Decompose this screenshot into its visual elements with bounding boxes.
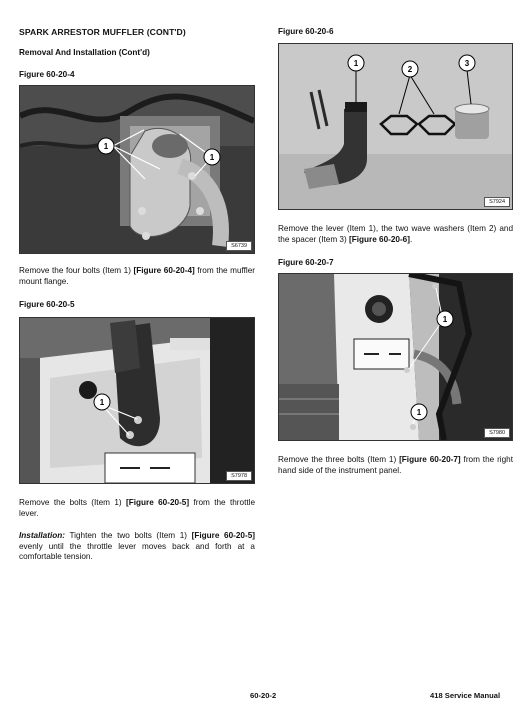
callout-number: 1 [416, 408, 422, 417]
figure-60-20-4-photo [19, 85, 255, 254]
figure-reference: [Figure 60-20-6] [349, 234, 410, 244]
callout-number: 1 [99, 398, 105, 407]
figure-60-20-5-callouts [20, 318, 254, 483]
figure-label-60-20-5: Figure 60-20-5 [19, 300, 75, 309]
figure-60-20-4-callouts [20, 86, 254, 253]
image-number: S7980 [484, 428, 510, 438]
section-title: SPARK ARRESTOR MUFFLER (CONT'D) [19, 27, 186, 37]
callout-number: 1 [103, 142, 109, 151]
callout-number: 1 [353, 59, 359, 68]
paragraph-text: . [409, 234, 413, 244]
figure-60-20-5-photo [19, 317, 255, 484]
figure-reference: [Figure 60-20-5] [191, 531, 255, 540]
paragraph-text: Remove the four bolts (Item 1) [19, 266, 134, 275]
page-number: 60-20-2 [250, 691, 277, 700]
paragraph-text: Remove the lever (Item 1), the two wave washers (Item 2) and the spacer (Item 3) [278, 224, 513, 244]
figure-reference: [Figure 60-20-7] [399, 455, 461, 464]
installation-paragraph [19, 531, 255, 563]
figure-60-20-6-photo [278, 43, 513, 210]
figure-60-20-7-callouts [279, 274, 512, 440]
installation-lead: Installation: [19, 531, 65, 540]
paragraph-text: from the throttle lever. [19, 498, 256, 518]
callout-number: 2 [407, 65, 413, 74]
paragraph-text: evenly until the throttle lever moves back and forth at a comfortable tension. [19, 541, 255, 562]
instruction-paragraph [19, 498, 255, 519]
paragraph-text: Remove the three bolts (Item 1) [278, 455, 400, 464]
instruction-paragraph [278, 224, 513, 245]
figure-label-60-20-4: Figure 60-20-4 [19, 70, 75, 79]
image-number: S7978 [226, 471, 252, 481]
callout-number: 3 [464, 59, 470, 68]
figure-reference: [Figure 60-20-4] [133, 266, 195, 275]
manual-title: 418 Service Manual [430, 691, 501, 700]
figure-reference: [Figure 60-20-5] [126, 498, 190, 507]
instruction-paragraph [278, 455, 513, 476]
paragraph-text: from the right hand side of the instrument panel. [278, 455, 513, 475]
paragraph-text: Remove the bolts (Item 1) [19, 498, 126, 507]
figure-60-20-6-callouts [279, 44, 512, 209]
subsection-title: Removal And Installation (Cont'd) [19, 48, 150, 57]
image-number: S7924 [484, 197, 510, 207]
figure-label-60-20-7: Figure 60-20-7 [278, 258, 334, 267]
figure-label-60-20-6: Figure 60-20-6 [278, 27, 334, 36]
paragraph-text: from the muffler mount flange. [19, 266, 256, 286]
paragraph-text: Tighten the two bolts (Item 1) [64, 531, 192, 540]
image-number: S6739 [226, 241, 252, 251]
callout-number: 1 [209, 153, 215, 162]
figure-60-20-7-photo [278, 273, 513, 441]
instruction-paragraph [19, 266, 255, 287]
callout-number: 1 [442, 315, 448, 324]
